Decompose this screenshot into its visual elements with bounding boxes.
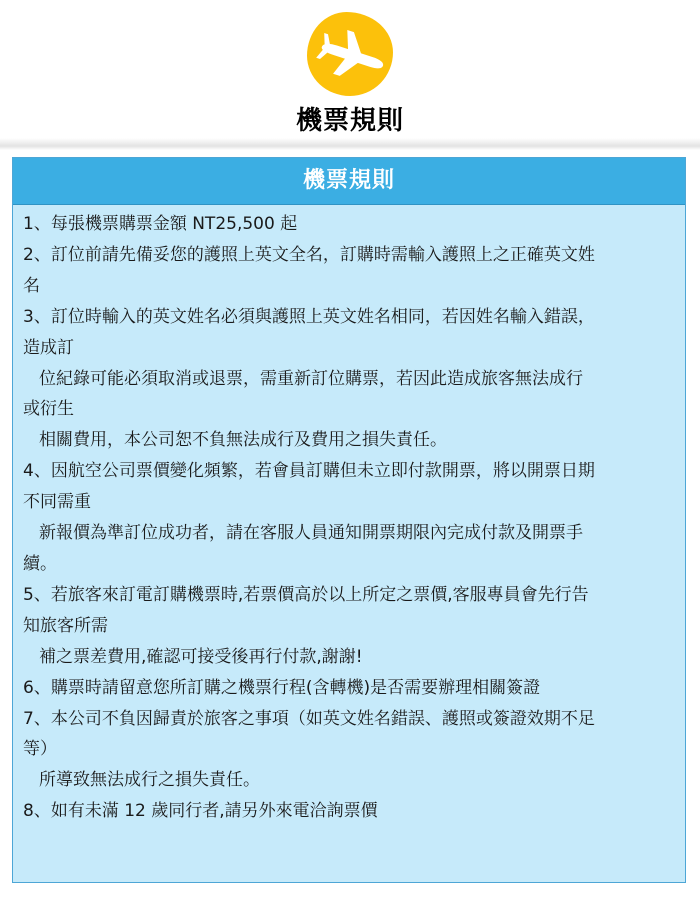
brand-logo [307,12,393,96]
rule-line: 3、訂位時輸入的英文姓名必須與護照上英文姓名相同，若因姓名輸入錯誤， [23,306,595,327]
ticket-rules-panel [12,157,686,883]
rule-line: 名 [23,275,40,296]
rule-line: 知旅客所需 [23,615,108,636]
page-title: 機票規則 [295,106,404,136]
rule-line: 相關費用，本公司恕不負無法成行及費用之損失責任。 [39,430,447,451]
rule-line: 補之票差費用,確認可接受後再行付款,謝謝! [39,646,363,667]
rule-line: 造成訂 [23,337,74,358]
ticket-rules-list [13,205,685,827]
rule-line: 新報價為準訂位成功者，請在客服人員通知開票期限內完成付款及開票手 [39,523,583,544]
rule-line: 1、每張機票購票金額 NT25,500 起 [23,214,298,234]
airplane-icon [307,12,393,96]
ticket-rules-header: 機票規則 [13,158,685,205]
rule-line: 5、若旅客來訂電訂購機票時,若票價高於以上所定之票價,客服專員會先行告 [23,584,589,605]
rule-line: 所導致無法成行之損失責任。 [39,770,260,791]
rule-line: 6、購票時請留意您所訂購之機票行程(含轉機)是否需要辦理相關簽證 [23,677,541,698]
rule-line: 續。 [23,553,57,574]
rule-line: 8、如有未滿 12 歲同行者,請另外來電洽詢票價 [23,801,378,822]
rule-line: 位紀錄可能必須取消或退票，需重新訂位購票，若因此造成旅客無法成行 [39,368,583,389]
rule-line: 7、本公司不負因歸責於旅客之事項（如英文姓名錯誤、護照或簽證效期不足 [23,708,595,729]
rule-line: 或衍生 [23,399,74,420]
rule-line: 4、因航空公司票價變化頻繁，若會員訂購但未立即付款開票，將以開票日期 [23,461,595,482]
rule-line: 2、訂位前請先備妥您的護照上英文全名，訂購時需輸入護照上之正確英文姓 [23,244,595,265]
rule-line: 等） [23,739,57,760]
rule-line: 不同需重 [23,492,91,513]
